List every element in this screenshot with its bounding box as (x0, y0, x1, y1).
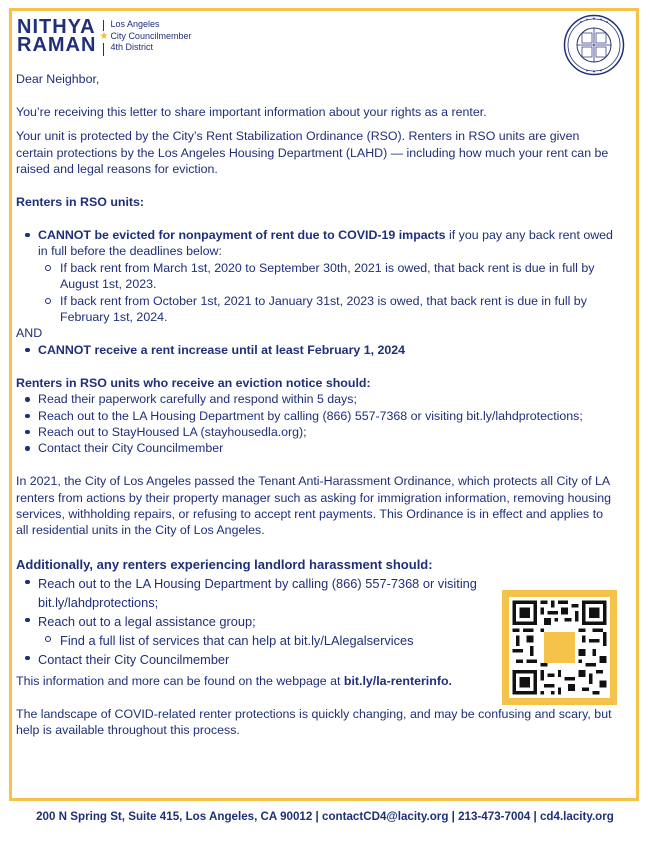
rule1-bold: CANNOT be evicted for nonpayment of rent due to COVID-19 impacts (38, 227, 446, 242)
logo-district: 4th District (110, 42, 153, 52)
councilmember-logo (17, 18, 191, 56)
rso-heading: Renters in RSO units: (16, 195, 145, 210)
qr-code-icon (502, 590, 617, 705)
rso-rules-list-2 (16, 342, 616, 358)
rso-paragraph: Your unit is protected by the City’s Rent Stabilization Ordinance (RSO). Renters in RSO units are given certain protections by the Los Angeles Housing Department (LAHD) — including how much your rent can be raised and legal reasons for eviction. (16, 129, 609, 177)
star-icon: ★ (99, 31, 109, 42)
eviction-list (16, 391, 616, 457)
logo-city: Los Angeles (110, 19, 160, 29)
logo-office-info (110, 19, 191, 54)
list-item: Reach out to the LA Housing Department by calling (866) 557-7368 or visiting bit.ly/lahdprotections; (16, 408, 616, 424)
footer-contact: 200 N Spring St, Suite 415, Los Angeles, CA 90012 | contactCD4@lacity.org | 213-473-7004 | cd4.lacity.org (36, 810, 614, 823)
harassment-paragraph: In 2021, the City of Los Angeles passed the Tenant Anti-Harassment Ordinance, which protects all City of LA renters from actions by their property manager such as asking for immigration information, removing housing services, withholding repairs, or refusing to accept rent payments. This Ordinance is in effect and applies to all residential units in the City of Los Angeles. (16, 474, 612, 538)
list-item: Reach out to StayHoused LA (stayhousedla.org); (16, 424, 616, 440)
list-item: Contact their City Councilmember (16, 440, 616, 456)
info-text: This information and more can be found on the webpage at (16, 673, 344, 688)
additional-heading: Additionally, any renters experiencing landlord harassment should: (16, 556, 433, 572)
additional-item2: Reach out to a legal assistance group; (38, 613, 256, 629)
greeting: Dear Neighbor, (16, 72, 100, 86)
additional-sublist (38, 631, 486, 650)
list-item: Read their paperwork carefully and respond within 5 days; (16, 391, 616, 407)
logo-name (17, 18, 96, 54)
list-item: Contact their City Councilmember (16, 650, 486, 669)
closing-paragraph: The landscape of COVID-related renter protections is quickly changing, and may be confusing and scary, but help is available throughout this process. (16, 706, 612, 738)
logo-divider (99, 20, 109, 56)
logo-title: City Councilmember (110, 30, 192, 41)
list-item (16, 227, 616, 325)
rule1-sublist (38, 260, 616, 326)
additional-list (16, 574, 486, 669)
logo-name-last: RAMAN (17, 34, 97, 56)
city-seal-icon (563, 14, 625, 76)
logo-name-first: NITHYA (17, 16, 96, 38)
list-item: If back rent from March 1st, 2020 to September 30th, 2021 is owed, that back rent is due in full by August 1st, 2023. (38, 260, 616, 293)
rule1-rest: if you pay any back rent owed in full before the deadlines below: (38, 227, 613, 259)
renterinfo-link[interactable]: bit.ly/la-renterinfo. (343, 673, 452, 688)
list-item: CANNOT receive a rent increase until at least February 1, 2024 (16, 342, 616, 358)
list-item (16, 612, 486, 650)
list-item: If back rent from October 1st, 2021 to January 31st, 2023 is owed, that back rent is due in full by February 1st, 2024. (38, 293, 616, 326)
list-item: Find a full list of services that can help at bit.ly/LAlegalservices (38, 631, 486, 650)
list-item: Reach out to the LA Housing Department by calling (866) 557-7368 or visiting bit.ly/lahdprotections; (16, 574, 486, 612)
eviction-heading: Renters in RSO units who receive an eviction notice should: (16, 375, 371, 390)
rso-rules-list (16, 227, 616, 325)
intro-paragraph: You’re receiving this letter to share important information about your rights as a renter. (16, 104, 487, 119)
and-text: AND (16, 326, 43, 341)
